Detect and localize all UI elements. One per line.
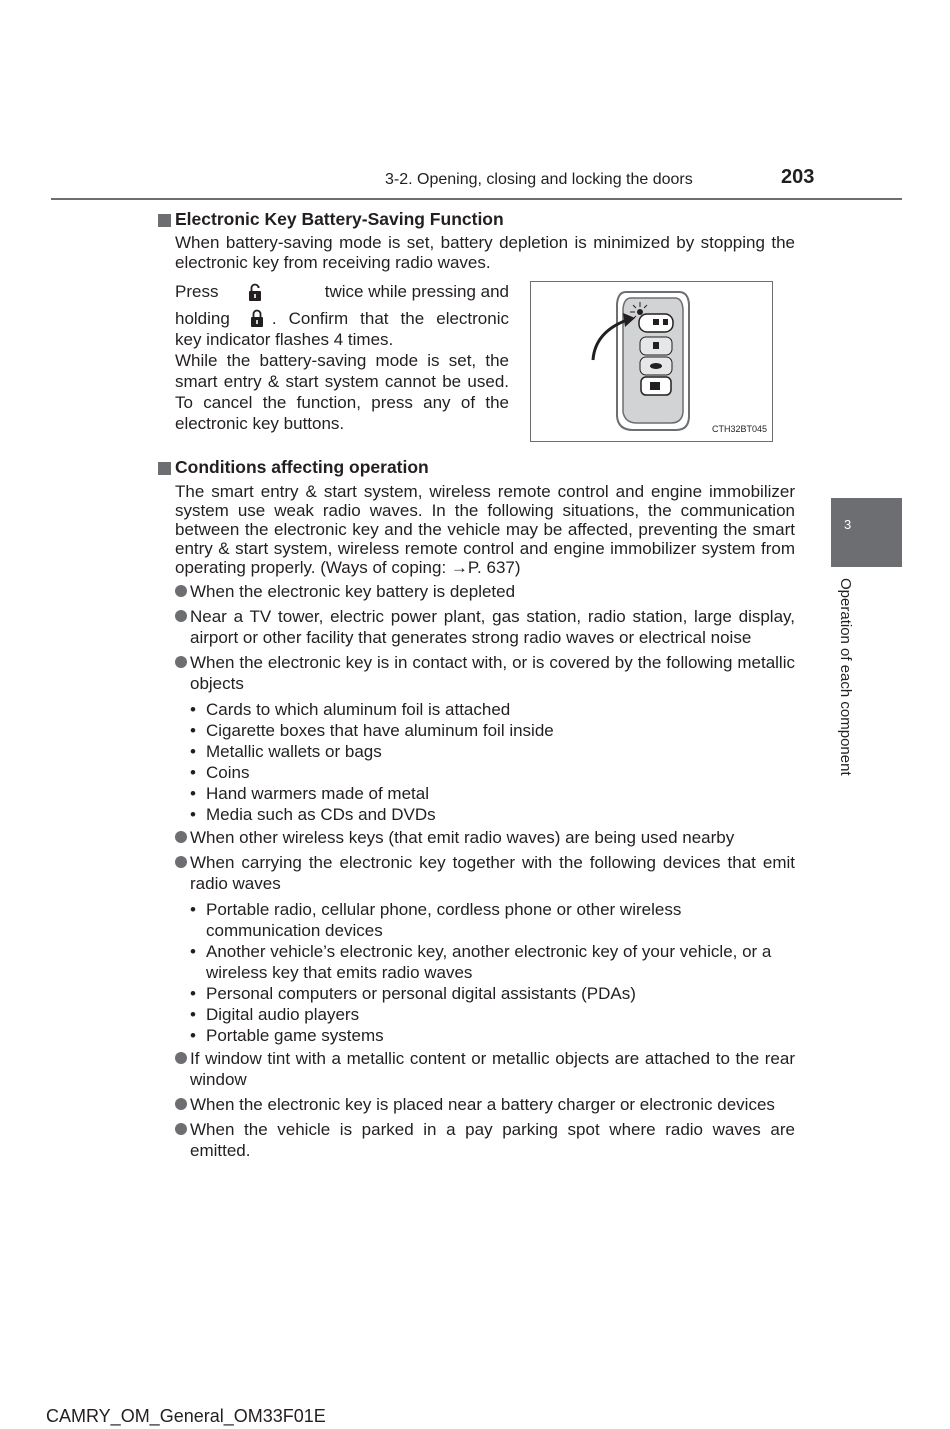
holding-continuation: . Confirm that the electronic key indicator flashes 4 times. [175,309,509,349]
list-item: • Coins [190,763,250,782]
condition-bullet: When the vehicle is parked in a pay parking spot where radio waves are emitted. [175,1119,795,1161]
document-footer: CAMRY_OM_General_OM33F01E [46,1406,326,1426]
figure-code: CTH32BT045 [711,423,767,434]
bullet-dot-icon [175,656,187,668]
square-bullet-icon [158,214,171,227]
list-item: • Portable radio, cellular phone, cordless phone or other wireless communication devices [190,900,682,940]
press-word: Press [175,282,219,301]
metallic-objects-list [157,699,795,825]
chapter-tab [831,498,902,567]
list-item: • Another vehicle’s electronic key, another electronic key of your vehicle, or a wireless key that emits radio waves [190,942,772,982]
chapter-label: Operation of each component [837,578,854,776]
bullet-dot-icon [175,856,187,868]
battery-saving-intro: When battery-saving mode is set, battery depletion is minimized by stopping the electronic key from receiving radio waves. [175,233,795,272]
battery-saving-body: While the battery-saving mode is set, the smart entry & start system cannot be used. To cancel the function, press any of the electronic key buttons. [175,351,509,433]
list-item: • Cards to which aluminum foil is attached [190,700,511,719]
list-item: • Digital audio players [190,1005,360,1024]
conditions-intro: The smart entry & start system, wireless remote control and engine immobilizer system use weak radio waves. In the following situations, the communication between the electronic key and the vehicle may be affected, preventing the smart entry & start system, wireless remote control and engine immobilizer system from operating properly. (Ways of coping: →P. 637) [175,482,795,577]
page-number: 203 [781,166,815,188]
lock-icon [250,309,264,327]
condition-bullet: When other wireless keys (that emit radio waves) are being used nearby [175,827,795,848]
header-divider [51,198,902,200]
unlock-icon [248,283,262,301]
list-item: • Cigarette boxes that have aluminum foil inside [190,721,554,740]
square-bullet-icon [158,462,171,475]
electronic-key-figure [530,281,773,442]
bullet-dot-icon [175,585,187,597]
page-content [157,209,795,1161]
chapter-number: 3 [844,517,852,532]
section-heading-battery-saving [157,209,795,231]
holding-word: holding [175,309,230,328]
running-header: 3-2. Opening, closing and locking the doors [385,171,693,188]
battery-saving-instructions [175,281,795,442]
heading-text: Conditions affecting operation [175,457,429,478]
condition-bullet: When the electronic key battery is depleted [175,581,795,602]
press-continuation: twice while pressing and [324,282,509,301]
list-item: • Media such as CDs and DVDs [190,805,436,824]
bullet-dot-icon [175,831,187,843]
condition-bullet: When the electronic key is in contact with, or is covered by the following metallic objects [175,652,795,694]
heading-text: Electronic Key Battery-Saving Function [175,209,504,230]
list-item: • Metallic wallets or bags [190,742,382,761]
list-item: • Hand warmers made of metal [190,784,429,803]
bullet-dot-icon [175,1098,187,1110]
list-item: • Portable game systems [190,1026,384,1045]
bullet-dot-icon [175,1123,187,1135]
condition-bullet: When the electronic key is placed near a battery charger or electronic devices [175,1094,795,1115]
radio-devices-list [157,899,795,1046]
section-heading-conditions [157,457,795,479]
list-item: • Personal computers or personal digital assistants (PDAs) [190,984,636,1003]
instruction-text [175,281,509,442]
condition-bullet: When carrying the electronic key together with the following devices that emit radio waves [175,852,795,894]
condition-bullet: Near a TV tower, electric power plant, gas station, radio station, large display, airport or other facility that generates strong radio waves or electrical noise [175,606,795,648]
bullet-dot-icon [175,610,187,622]
condition-bullet: If window tint with a metallic content or metallic objects are attached to the rear window [175,1048,795,1090]
bullet-dot-icon [175,1052,187,1064]
